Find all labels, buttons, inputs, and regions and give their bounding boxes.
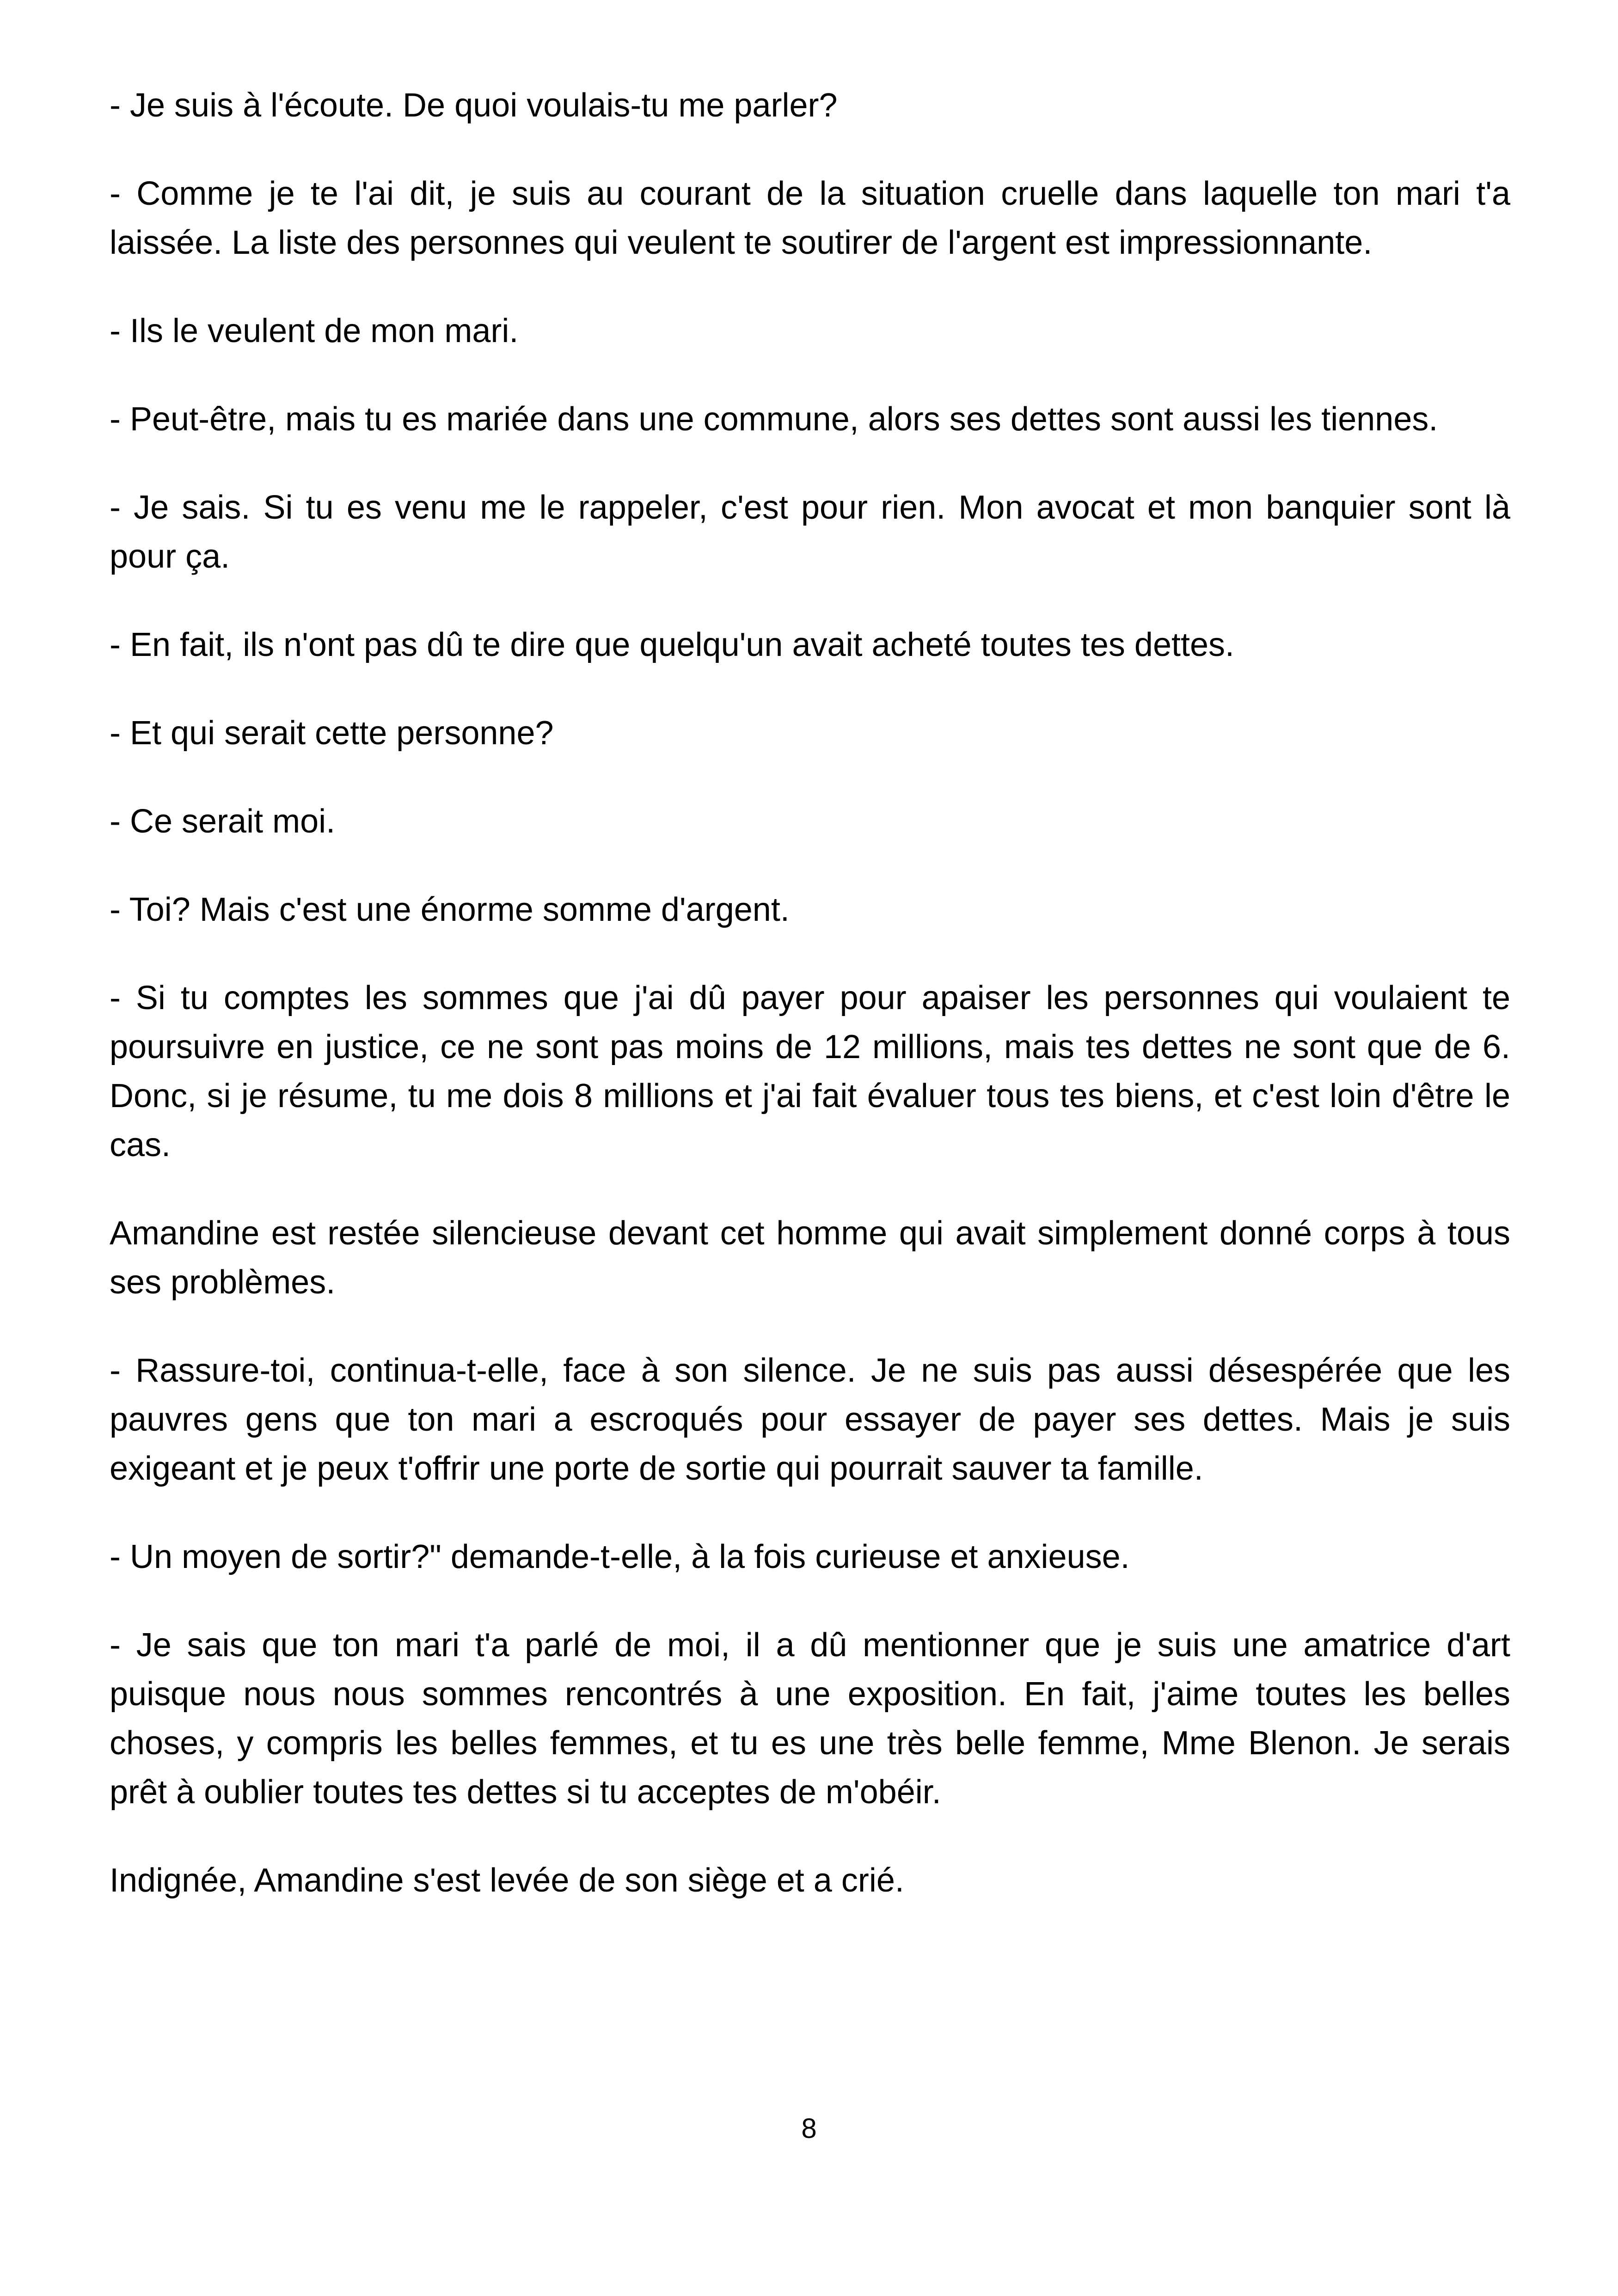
paragraph: - Un moyen de sortir?" demande-t-elle, à la fois curieuse et anxieuse. — [110, 1538, 1130, 1575]
paragraph: - Je suis à l'écoute. De quoi voulais-tu me parler? — [110, 87, 838, 124]
paragraph: - Ils le veulent de mon mari. — [110, 312, 519, 349]
paragraph: - Je sais que ton mari t'a parlé de moi, il a dû mentionner que je suis une amatrice d'art puisque nous nous sommes rencontrés à une exposition. En fait, j'aime toutes les belles choses, y compris les belles femmes, et tu es une très belle femme, Mme Blenon. Je serais prêt à oublier toutes tes dettes si tu acceptes de m'obéir. — [110, 1627, 1510, 1811]
paragraph: - Je sais. Si tu es venu me le rappeler, c'est pour rien. Mon avocat et mon banquier sont là pour ça. — [110, 489, 1510, 575]
paragraph: - En fait, ils n'ont pas dû te dire que quelqu'un avait acheté toutes tes dettes. — [110, 626, 1235, 663]
page-body — [110, 81, 1510, 1944]
paragraph: - Comme je te l'ai dit, je suis au courant de la situation cruelle dans laquelle ton mari t'a laissée. La liste des personnes qui veulent te soutirer de l'argent est impressionnante. — [110, 175, 1510, 261]
paragraph: - Rassure-toi, continua-t-elle, face à son silence. Je ne suis pas aussi désespérée que les pauvres gens que ton mari a escroqués pour essayer de payer ses dettes. Mais je suis exigeant et je peux t'offrir une porte de sortie qui pourrait sauver ta famille. — [110, 1352, 1510, 1487]
paragraph: - Et qui serait cette personne? — [110, 715, 554, 752]
paragraph: Indignée, Amandine s'est levée de son siège et a crié. — [110, 1862, 904, 1899]
paragraph: Amandine est restée silencieuse devant cet homme qui avait simplement donné corps à tous ses problèmes. — [110, 1215, 1510, 1301]
paragraph: - Si tu comptes les sommes que j'ai dû payer pour apaiser les personnes qui voulaient te poursuivre en justice, ce ne sont pas moins de 12 millions, mais tes dettes ne sont que de 6. Donc, si je résume, tu me dois 8 millions et j'ai fait évaluer tous tes biens, et c'est loin d'être le cas. — [110, 980, 1510, 1163]
paragraph: - Toi? Mais c'est une énorme somme d'argent. — [110, 891, 790, 928]
paragraph: - Peut-être, mais tu es mariée dans une commune, alors ses dettes sont aussi les tiennes. — [110, 401, 1438, 438]
paragraph: - Ce serait moi. — [110, 803, 336, 840]
page-number: 8 — [801, 2113, 817, 2144]
